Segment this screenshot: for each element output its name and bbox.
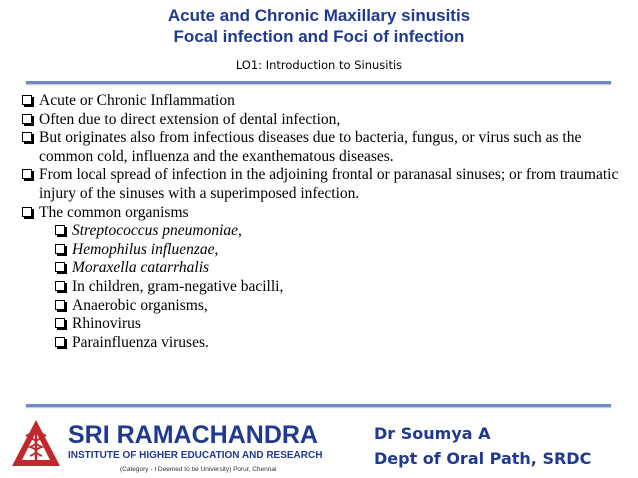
logo-line3-text: (Category - I Deemed to be University) Porur, Chennai [120,466,277,473]
bullet-text: Parainfluenza viruses. [72,333,209,351]
top-divider [26,81,611,84]
bullet-text: The common organisms [39,203,189,221]
bullet-text: Acute or Chronic Inflammation [39,92,235,109]
institution-logo [8,416,368,476]
checkbox-bullet-icon [55,300,65,310]
bullet-text: Often due to direct extension of dental infection, [39,110,341,128]
checkbox-bullet-icon [55,318,65,328]
bullet-text: But originates also from infectious diseases due to bacteria, fungus, or virus such as the common cold, influenza and the exanthematous diseases. [39,129,582,165]
author-department: Dept of Oral Path, SRDC [374,449,592,468]
bullet-item [22,204,627,223]
bullet-text: Rhinovirus [72,315,141,333]
checkbox-bullet-icon [22,95,32,105]
slide-title-line2: Focal infection and Foci of infection [173,27,465,46]
bullet-suffix: , [238,222,242,240]
sub-bullet-item [55,315,627,334]
sub-bullet-item [55,259,627,278]
bullet-text: Streptococcus pneumoniae [72,222,239,240]
checkbox-bullet-icon [55,244,65,254]
checkbox-bullet-icon [22,169,32,179]
bullet-text: In children, gram-negative bacilli, [72,277,284,295]
checkbox-bullet-icon [55,337,65,347]
checkbox-bullet-icon [22,114,32,124]
checkbox-bullet-icon [22,132,32,142]
author-name: Dr Soumya A [374,424,491,443]
bullet-suffix: , [214,240,219,258]
sub-bullet-item [55,278,627,297]
bullet-text: Moraxella catarrhalis [72,259,210,277]
caduceus-emblem-icon [12,420,60,466]
sub-bullet-item [55,222,627,241]
logo-name-text: SRI RAMACHANDRA [68,421,318,449]
bullet-item [22,92,627,111]
bullet-item [22,111,627,130]
sub-bullet-item [55,241,627,260]
checkbox-bullet-icon [22,207,32,217]
bullet-list [22,92,627,352]
checkbox-bullet-icon [55,262,65,272]
checkbox-bullet-icon [55,281,65,291]
checkbox-bullet-icon [55,225,65,235]
slide-subtitle: LO1: Introduction to Sinusitis [235,58,403,72]
bullet-text: From local spread of infection in the adjoining frontal or paranasal sinuses; or from traumatic injury of the sinuses with a superimposed infection. [39,166,619,202]
bullet-item [22,129,627,166]
sub-bullet-item [55,334,627,353]
logo-line2-text: INSTITUTE OF HIGHER EDUCATION AND RESEARCH [68,450,323,461]
slide-title-line1: Acute and Chronic Maxillary sinusitis [167,6,471,25]
bullet-text: Hemophilus influenzae [72,240,215,258]
bullet-item [22,166,627,203]
bullet-text: Anaerobic organisms, [72,296,208,314]
bottom-divider [26,404,611,407]
sub-bullet-item [55,297,627,316]
